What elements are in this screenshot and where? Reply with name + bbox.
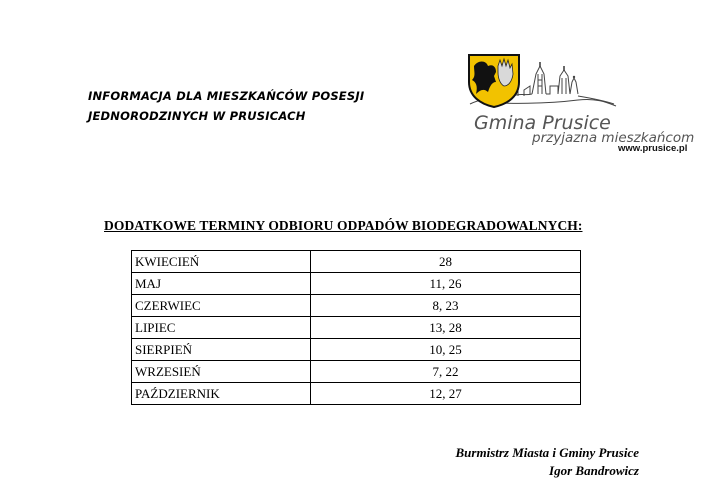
header-line-2: JEDNORODZINYCH W PRUSICACH <box>88 109 306 123</box>
collection-schedule-table <box>131 250 581 405</box>
logo-name: Gmina Prusice <box>474 112 611 134</box>
days-cell: 7, 22 <box>311 361 581 383</box>
month-cell: LIPIEC <box>132 317 311 339</box>
days-cell: 10, 25 <box>311 339 581 361</box>
signature-block <box>456 444 639 480</box>
section-title: DODATKOWE TERMINY ODBIORU ODPADÓW BIODEGRADOWALNYCH: <box>104 218 583 233</box>
logo-url: www.prusice.pl <box>618 143 688 154</box>
coat-of-arms-icon <box>466 52 522 108</box>
header-block <box>88 86 364 126</box>
table-row <box>132 295 581 317</box>
table-row <box>132 383 581 405</box>
days-cell: 8, 23 <box>311 295 581 317</box>
days-cell: 12, 27 <box>311 383 581 405</box>
days-cell: 11, 26 <box>311 273 581 295</box>
month-cell: MAJ <box>132 273 311 295</box>
table-row <box>132 361 581 383</box>
month-cell: CZERWIEC <box>132 295 311 317</box>
month-cell: WRZESIEŃ <box>132 361 311 383</box>
days-cell: 13, 28 <box>311 317 581 339</box>
month-cell: PAŹDZIERNIK <box>132 383 311 405</box>
table-row <box>132 251 581 273</box>
table-row <box>132 273 581 295</box>
gmina-logo <box>466 52 698 156</box>
header-line-1: INFORMACJA DLA MIESZKAŃCÓW POSESJI <box>88 89 365 103</box>
logo-tagline: przyjazna mieszkańcom <box>532 130 695 146</box>
table-row <box>132 317 581 339</box>
signature-name: Igor Bandrowicz <box>549 463 639 478</box>
table-row <box>132 339 581 361</box>
month-cell: KWIECIEŃ <box>132 251 311 273</box>
schedule-table-body <box>132 251 581 405</box>
signature-title: Burmistrz Miasta i Gminy Prusice <box>455 445 639 460</box>
month-cell: SIERPIEŃ <box>132 339 311 361</box>
days-cell: 28 <box>311 251 581 273</box>
